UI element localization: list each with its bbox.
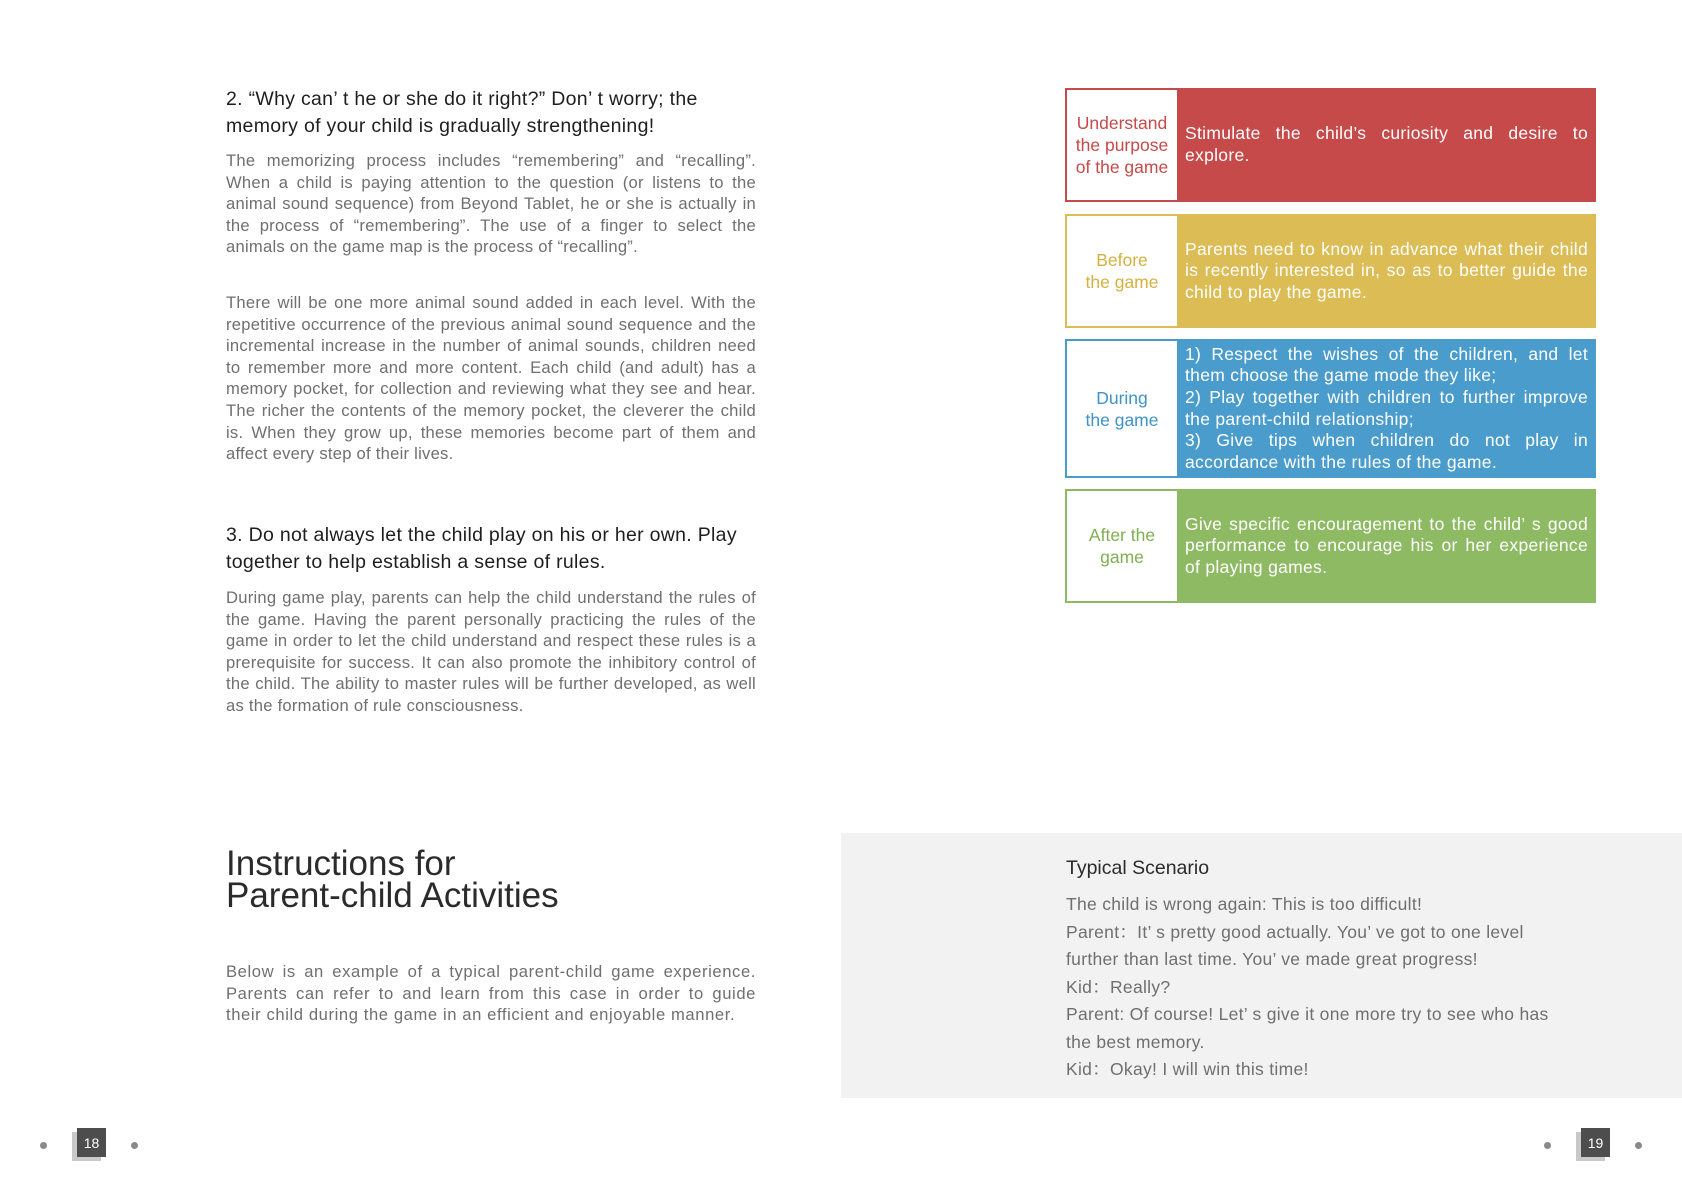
- scenario-line: the best memory.: [1066, 1031, 1205, 1052]
- scenario-line: Kid：Really?: [1066, 976, 1171, 997]
- section3-paragraph: During game play, parents can help the child understand the rules of the game. Having the parent personally practicing the rules of the game in order to let the child understand and respect these rules is a prerequisite for success. It can also promote the inhibitory control of the child. The ability to master rules will be further developed, as well as the formation of rule consciousness.: [226, 588, 756, 715]
- scenario-dialogue: [1066, 891, 1606, 1084]
- instructions-title: [226, 844, 786, 915]
- row-description: [1177, 214, 1596, 328]
- section2-heading: 2. “Why can’ t he or she do it right?” Don’ t worry; the memory of your child is gradually strengthening!: [226, 88, 698, 137]
- row-description-text: Stimulate the child’s curiosity and desire to explore.: [1185, 123, 1588, 165]
- scenario-line: The child is wrong again: This is too difficult!: [1066, 894, 1423, 914]
- scenario-line: Parent: Of course! Let’ s give it one more try to see who has: [1066, 1004, 1549, 1024]
- section2-paragraph-2: There will be one more animal sound added in each level. With the repetitive occurrence of the previous animal sound sequence and the incremental increase in the number of animal sounds, children need to remember more and more content. Each child (and adult) has a memory pocket, for collection and reviewing what they see and hear. The richer the contents of the memory pocket, the cleverer the child is. When they grow up, these memories become part of them and affect every step of their lives.: [226, 293, 756, 464]
- row-description-text: Give specific encouragement to the child’ s good performance to encourage his or her experience of playing games.: [1185, 513, 1588, 577]
- section3-heading: 3. Do not always let the child play on his or her own. Play together to help establish a sense of rules.: [226, 524, 737, 573]
- footer-dot: [131, 1142, 138, 1149]
- row-label: [1065, 339, 1177, 478]
- scenario-line: further than last time. You’ ve made great progress!: [1066, 949, 1478, 969]
- table-row-before: [1065, 214, 1596, 328]
- row-description-line: 2) Play together with children to further improve the parent-child relationship;: [1185, 386, 1588, 429]
- scenario-line: Kid：Okay! I will win this time!: [1066, 1059, 1309, 1079]
- scenario-title: Typical Scenario: [1066, 857, 1210, 879]
- row-label: [1065, 489, 1177, 603]
- typical-scenario-panel: [841, 833, 1682, 1098]
- page-number-right: 19: [1581, 1128, 1610, 1157]
- row-label: Understand the purpose of the game: [1065, 88, 1177, 202]
- instructions-title-line-2: Parent-child Activities: [226, 876, 559, 915]
- row-label-text: Before the game: [1085, 250, 1159, 292]
- scenario-line: Parent：It’ s pretty good actually. You’ ve got to one level: [1066, 921, 1524, 942]
- row-description-line: 1) Respect the wishes of the children, and let them choose the game mode they like;: [1185, 343, 1588, 386]
- section2-paragraph-1: The memorizing process includes “remembering” and “recalling”. When a child is paying attention to the question (or listens to the animal sound sequence) from Beyond Tablet, he or she is actually in the process of “remembering”. The use of a finger to select the animals on the game map is the process of “recalling”.: [226, 151, 756, 257]
- table-row-during: [1065, 339, 1596, 478]
- row-description: [1177, 489, 1596, 603]
- instructions-title-line-1: Instructions for: [226, 844, 456, 883]
- row-label-text: After the game: [1088, 525, 1156, 567]
- page-number-left: 18: [77, 1128, 106, 1157]
- table-row-after: [1065, 489, 1596, 603]
- row-description: [1177, 339, 1596, 478]
- row-description-text: Parents need to know in advance what their child is recently interested in, so as to better guide the child to play the game.: [1185, 238, 1588, 302]
- instructions-paragraph: Below is an example of a typical parent-child game experience. Parents can refer to and learn from this case in order to guide their child during the game in an efficient and enjoyable manner.: [226, 962, 756, 1025]
- table-row-purpose: [1065, 88, 1596, 202]
- footer-dot: [1635, 1142, 1642, 1149]
- footer-dot: [1544, 1142, 1551, 1149]
- row-label-text: During the game: [1085, 387, 1159, 430]
- footer-dot: [40, 1142, 47, 1149]
- row-description-line: 3) Give tips when children do not play in accordance with the rules of the game.: [1185, 430, 1588, 472]
- row-label: [1065, 214, 1177, 328]
- row-description: [1177, 88, 1596, 202]
